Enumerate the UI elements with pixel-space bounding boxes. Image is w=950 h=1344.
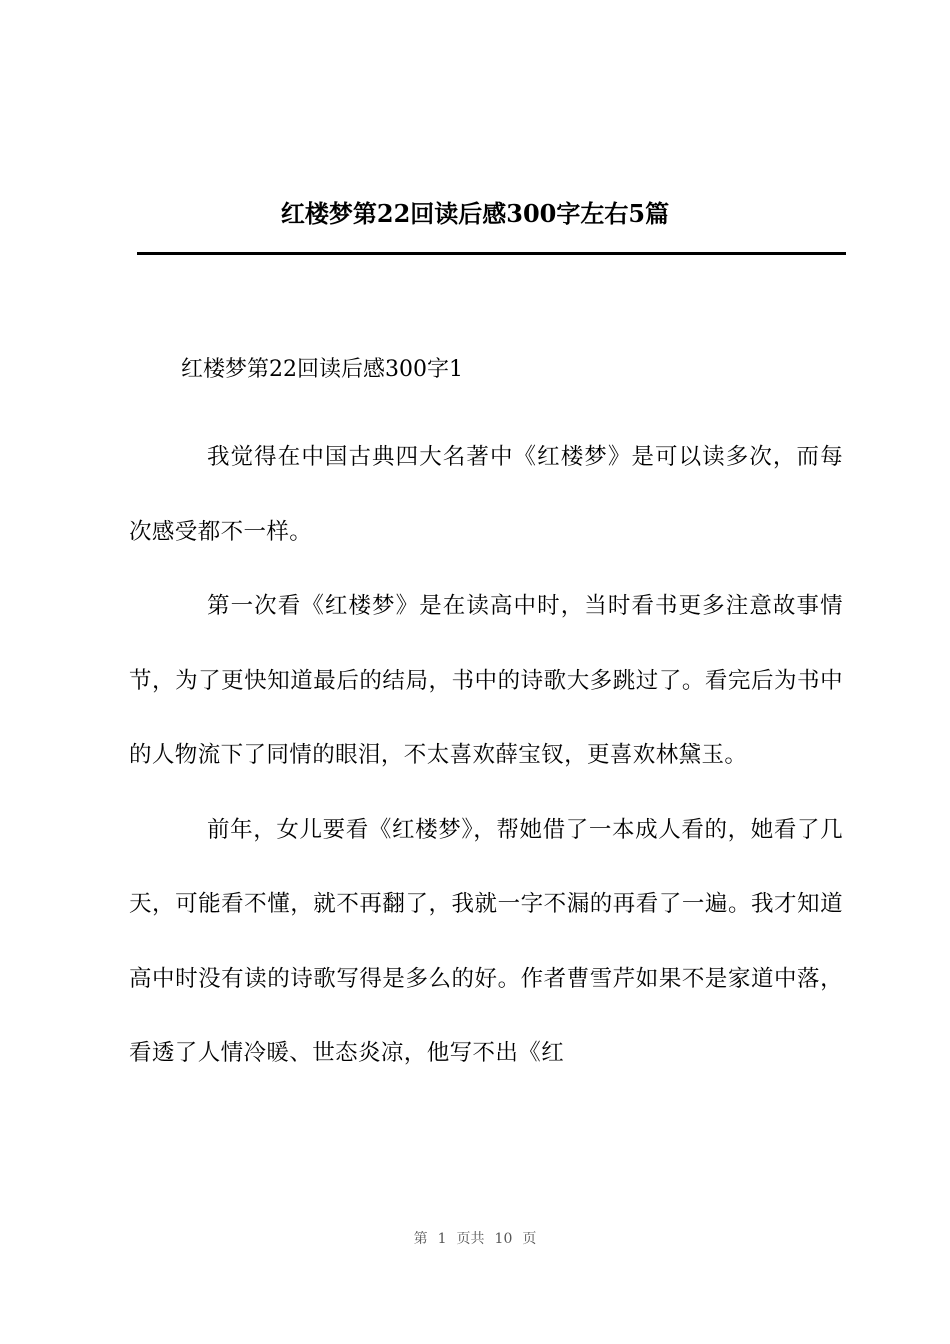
footer-page-suffix: 页 xyxy=(522,1231,537,1247)
title-divider xyxy=(137,252,846,255)
section-heading: 红楼梦第22回读后感300字1 xyxy=(181,357,463,382)
paragraph: 前年，女儿要看《红楼梦》，帮她借了一本成人看的，她看了几天，可能看不懂，就不再翻了，我就一字不漏的再看了一遍。我才知道高中时没有读的诗歌写得是多么的好。作者曹雪芹如果不是家道中落，看透了人情冷暖、世态炎凉，他写不出《红 xyxy=(129,816,843,1066)
page-footer xyxy=(0,1228,950,1248)
paragraph: 我觉得在中国古典四大名著中《红楼梦》是可以读多次，而每次感受都不一样。 xyxy=(129,444,843,545)
footer-page-total: 10 xyxy=(494,1231,513,1247)
body-text xyxy=(129,420,843,1091)
document-title: 红楼梦第22回读后感300字左右5篇 xyxy=(280,199,670,228)
footer-page-number: 1 xyxy=(437,1231,447,1247)
footer-page-prefix: 第 xyxy=(413,1231,428,1247)
paragraph: 第一次看《红楼梦》是在读高中时，当时看书更多注意故事情节，为了更快知道最后的结局，书中的诗歌大多跳过了。看完后为书中的人物流下了同情的眼泪，不太喜欢薛宝钗，更喜欢林黛玉。 xyxy=(129,593,843,768)
footer-page-middle: 页共 xyxy=(456,1231,485,1247)
